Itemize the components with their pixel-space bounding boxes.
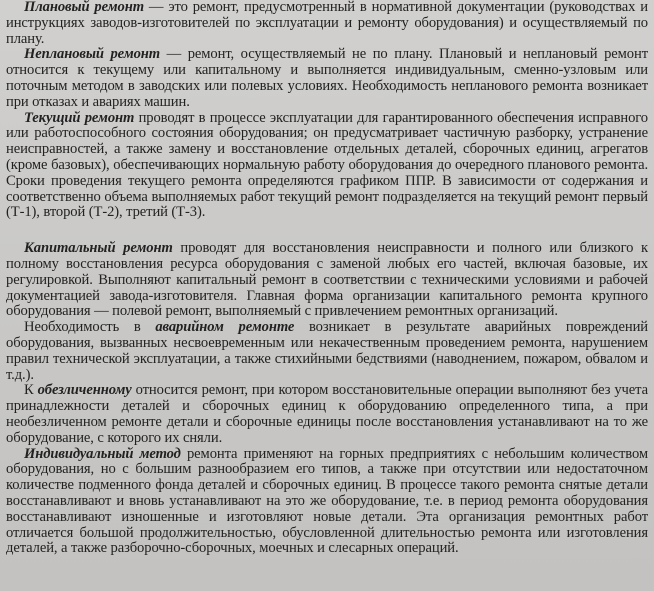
term-impersonal-repair: обезличенному [37,382,132,399]
paragraph-body: возникает в результате аварийных повреждений оборудования, вызванных несвоевременным или некачественным проведением ремонта, нарушением правил технической эксплуатации, а также стихийными бедствиями (наводнением, пожаром, обвалом и т.д.). [6,319,648,383]
term-unplanned-repair: Неплановый ремонт [24,46,161,63]
paragraph-planned-repair [6,0,648,47]
paragraph-lead: К [24,382,38,399]
paragraph-body: — это ремонт, предусмотренный в нормативной документации (руководствах и инструкциях заводов-изготовителей по эксплуатации и ремонту оборудования) и осуществляемый по плану. [6,0,648,47]
paragraph-individual-method [6,447,648,558]
paragraph-capital-repair [6,241,648,320]
paragraph-body: ремонта применяют на горных предприятиях с небольшим количеством оборудования, но с большим разнообразием его типов, а также при отсутствии или недостаточном количестве подменного фонда деталей и сборочных единиц. В процессе такого ремонта снятые детали восстанавливают и вновь устанавливают на это же оборудование, т.е. в период ремонта оборудования восстанавливают изношенные и изготовляют новые детали. Эта организация ремонтных работ отличается большой продолжительностью, обусловленной длительностью ремонта или изготовления деталей, а также разборочно-сборочных, моечных и слесарных операций. [6,445,648,557]
paragraph-impersonal-repair [6,383,648,446]
paragraph-current-repair [6,111,648,222]
term-current-repair: Текущий ремонт [24,109,135,126]
paragraph-spacer [6,221,648,241]
paragraph-body: — ремонт, осуществляемый не по плану. Плановый и неплановый ремонт относится к текущему или капитальному и выполняется индивидуальным, сменно-узловым или поточным методом в заводских или полевых условиях. Необходимость непланового ремонта возникает при отказах и авариях машин. [6,46,648,110]
term-capital-repair: Капитальный ремонт [24,240,173,257]
paragraph-emergency-repair [6,320,648,383]
term-planned-repair: Плановый ремонт [24,0,144,15]
paragraph-lead: Необходимость в [24,319,156,336]
paragraph-unplanned-repair [6,47,648,110]
term-emergency-repair: аварийном ремонте [155,319,295,336]
paragraph-body: проводят для восстановления неисправности и полного или близкого к полному восстановления ресурса оборудования с заменой любых его частей, включая базовые, их регулировкой. Выполняют капитальный ремонт в соответствии с техническими условиями и рабочей документацией завода-изготовителя. Главная форма организации капитального ремонта крупного оборудования — полевой ремонт, выполняемый с привлечением ремонтных организаций. [6,240,648,320]
paragraph-body: проводят в процессе эксплуатации для гарантированного обеспечения исправного или работоспособного состояния оборудования; он предусматривает частичную разборку, устранение неисправностей, а также замену и восстановление отдельных деталей, сборочных единиц, агрегатов (кроме базовых), обеспечивающих нормальную работу оборудования до очередного планового ремонта. Сроки проведения текущего ремонта определяются графиком ППР. В зависимости от содержания и соответственно объема выполняемых работ текущий ремонт подразделяется на текущий ремонт первый (Т-1), второй (Т-2), третий (Т-3). [6,109,648,221]
term-individual-method: Индивидуальный метод [24,445,181,462]
paragraph-body: относится ремонт, при котором восстановительные операции выполняют без учета принадлежности деталей и сборочных единиц к оборудованию определенного типа, а при необезличенном ремонте детали и сборочные единицы после восстановления устанавливают на то же оборудование, с которого их сняли. [6,382,648,446]
